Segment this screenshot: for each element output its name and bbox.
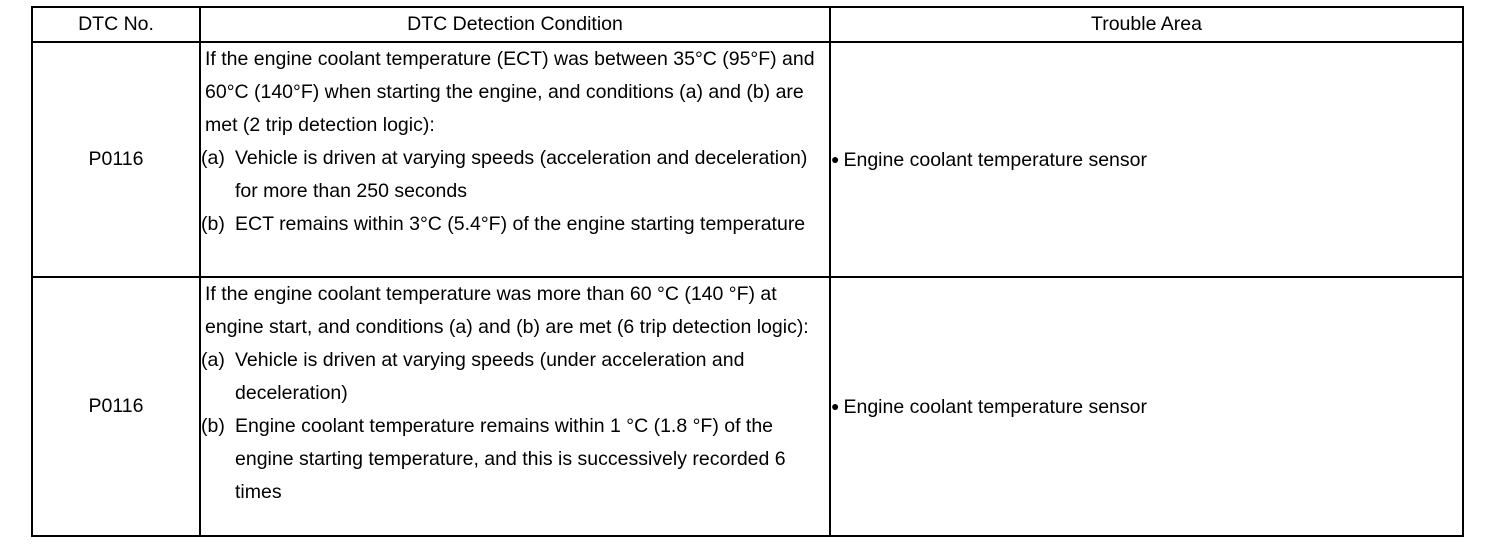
header-dtc-no: DTC No. xyxy=(32,7,200,42)
trouble-area-cell xyxy=(830,277,1463,536)
dtc-code-cell: P0116 xyxy=(32,277,200,536)
condition-marker: (b) xyxy=(201,213,225,235)
table-row xyxy=(32,277,1463,536)
header-trouble-area: Trouble Area xyxy=(830,7,1463,42)
bullet-dot-icon: ● xyxy=(831,150,840,167)
condition-marker: (a) xyxy=(201,349,225,371)
condition-text: Engine coolant temperature remains within 1 °C (1.8 °F) of the engine starting temperature, and this is successively recorded 6 times xyxy=(235,415,786,503)
condition-text: Vehicle is driven at varying speeds (acceleration and deceleration) for more than 250 seconds xyxy=(235,147,808,202)
table-row xyxy=(32,42,1463,277)
condition-marker: (b) xyxy=(201,415,225,437)
header-detection-condition: DTC Detection Condition xyxy=(200,7,830,42)
condition-item xyxy=(201,208,829,241)
condition-intro: If the engine coolant temperature (ECT) was between 35°C (95°F) and 60°C (140°F) when starting the engine, and conditions (a) and (b) are met (2 trip detection logic): xyxy=(205,48,815,136)
detection-condition-cell xyxy=(200,277,830,536)
header-row xyxy=(32,7,1463,42)
condition-marker: (a) xyxy=(201,147,225,169)
dtc-code-cell: P0116 xyxy=(32,42,200,277)
detection-condition-cell xyxy=(200,42,830,277)
trouble-area-text: Engine coolant temperature sensor xyxy=(843,148,1147,171)
condition-item xyxy=(201,344,829,410)
trouble-area-cell xyxy=(830,42,1463,277)
condition-item xyxy=(201,142,829,208)
condition-text: Vehicle is driven at varying speeds (under acceleration and deceleration) xyxy=(235,349,745,404)
condition-item xyxy=(201,410,829,509)
condition-text: ECT remains within 3°C (5.4°F) of the engine starting temperature xyxy=(235,213,806,235)
condition-intro: If the engine coolant temperature was more than 60 °C (140 °F) at engine start, and conditions (a) and (b) are met (6 trip detection logic): xyxy=(205,283,809,338)
dtc-table xyxy=(31,6,1464,537)
trouble-area-text: Engine coolant temperature sensor xyxy=(843,395,1147,418)
bullet-dot-icon: ● xyxy=(831,397,840,414)
